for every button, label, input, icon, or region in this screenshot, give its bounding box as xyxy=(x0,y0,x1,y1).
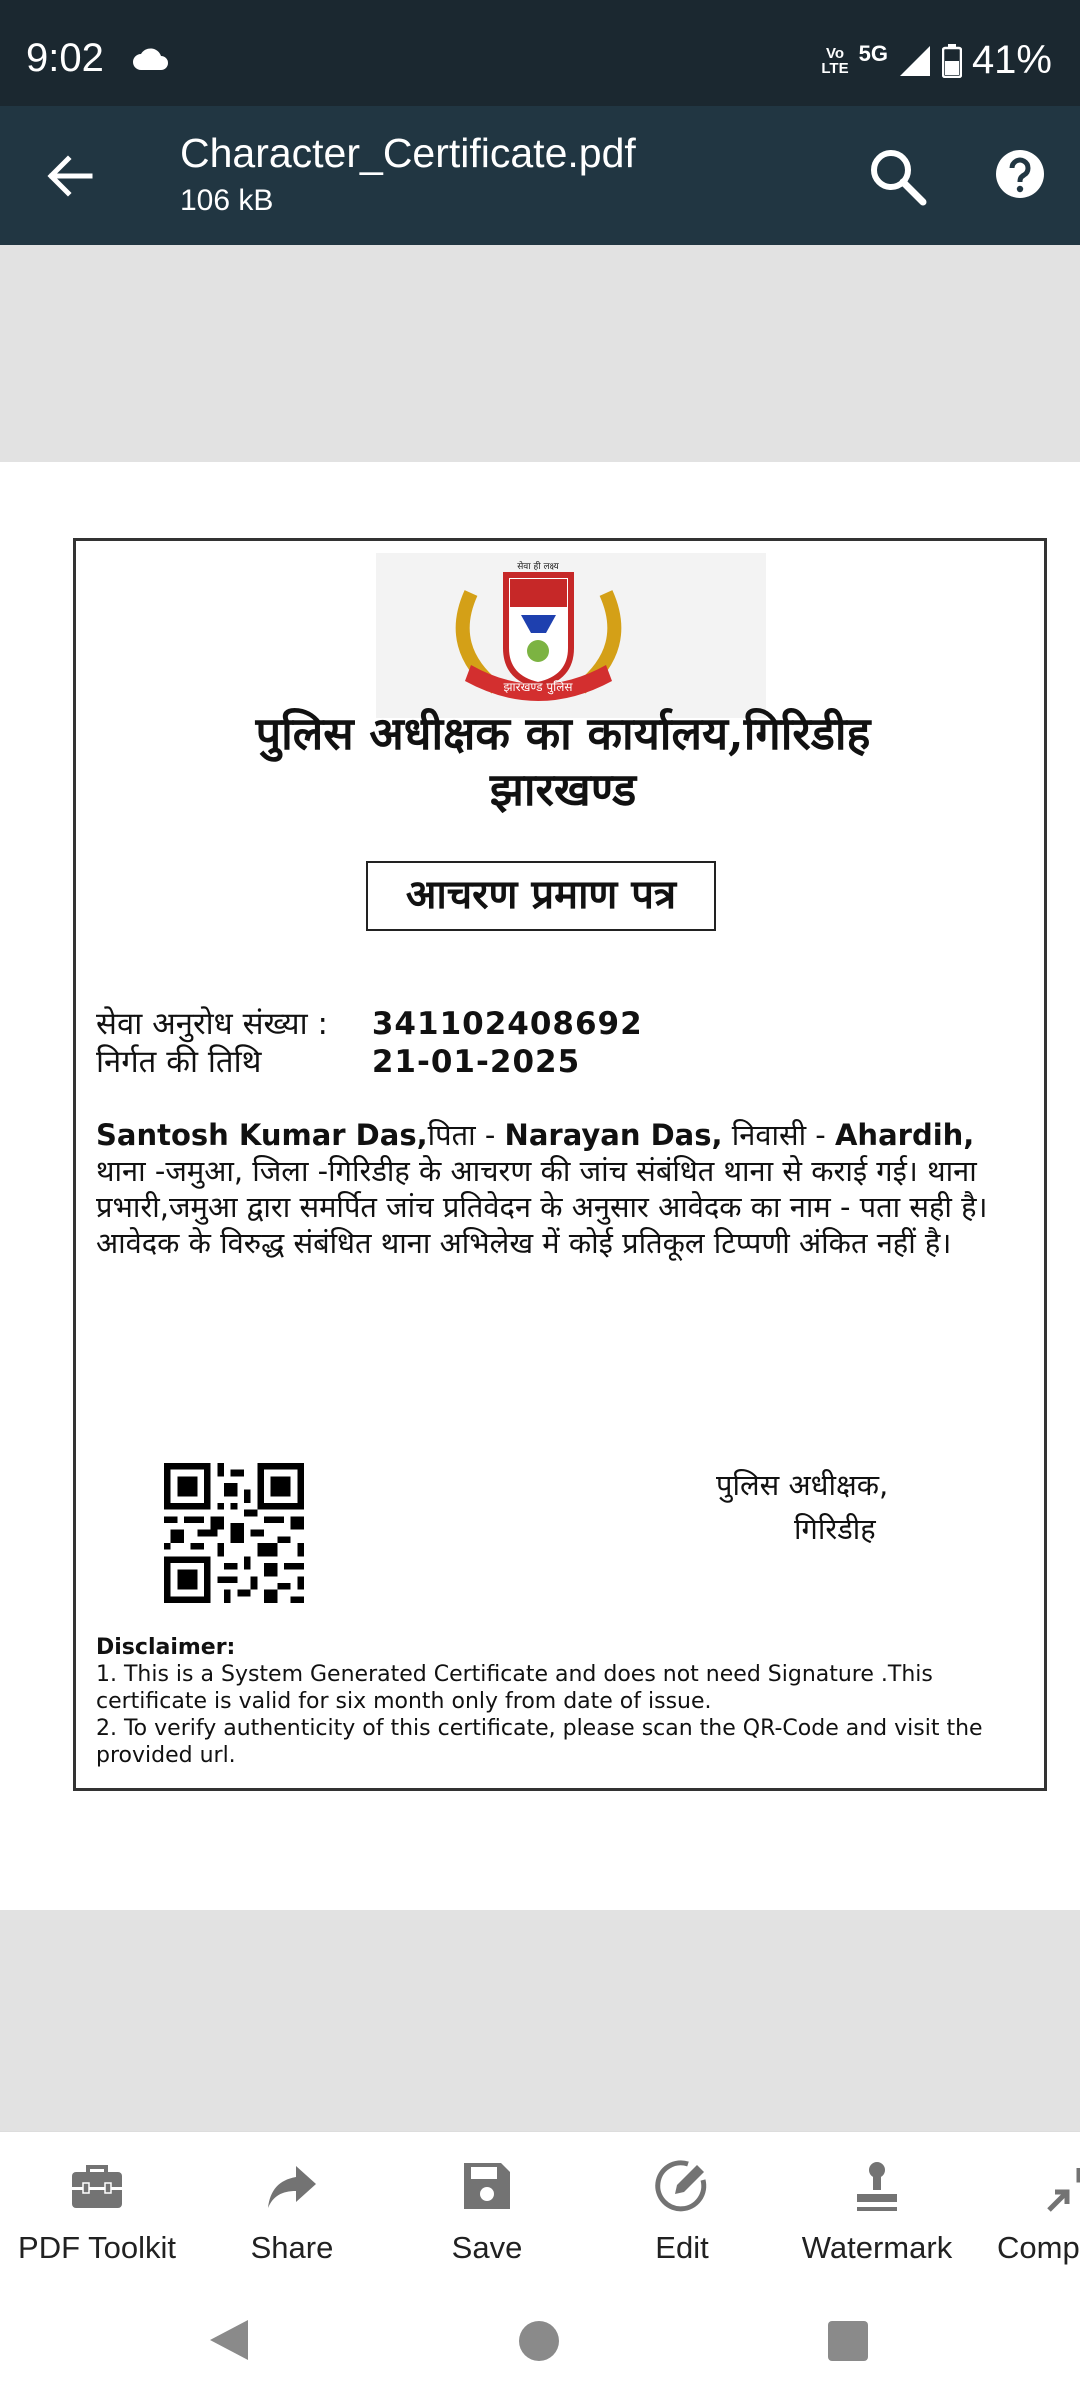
back-arrow-icon[interactable] xyxy=(40,146,100,206)
bottom-toolbar xyxy=(0,2131,1080,2280)
toolbar-edit[interactable] xyxy=(587,2132,777,2281)
search-icon[interactable] xyxy=(865,144,929,208)
certificate xyxy=(73,538,1047,1791)
certificate-body: Santosh Kumar Das,पिता - Narayan Das, निवासी - Ahardih, थाना -जमुआ, जिला -गिरिडीह के आचरण की जांच संबंधित थाना से कराई गई। थाना प्रभारी,जमुआ द्वारा समर्पित जांच प्रतिवेदन के अनुसार आवेदक का नाम - पता सही है। आवेदक के विरुद्ध संबंधित थाना अभिलेख में कोई प्रतिकूल टिप्पणी अंकित नहीं है। xyxy=(96,1118,988,1260)
emblem-motto-text: सेवा ही लक्ष्य xyxy=(517,562,559,572)
nav-home-icon[interactable] xyxy=(518,2320,560,2362)
applicant-name: Santosh Kumar Das, xyxy=(96,1118,428,1152)
service-request-label: सेवा अनुरोध संख्या : xyxy=(96,1006,328,1042)
toolbar-compress[interactable] xyxy=(977,2132,1080,2281)
toolbar-save[interactable] xyxy=(392,2132,582,2281)
toolbar-label: Edit xyxy=(655,2230,709,2265)
app-bar xyxy=(0,106,1080,245)
toolbar-label: Share xyxy=(250,2230,334,2265)
signal-icon xyxy=(898,44,932,78)
system-nav-bar xyxy=(0,2280,1080,2400)
disclaimer-item-1: 1. This is a System Generated Certificate and does not need Signature .This certificate is valid for six month only from date of issue. xyxy=(96,1662,933,1714)
toolbar-share[interactable] xyxy=(197,2132,387,2281)
battery-icon xyxy=(942,44,962,78)
office-name: पुलिस अधीक्षक का कार्यालय,गिरिडीह xyxy=(255,707,871,760)
disclaimer-title: Disclaimer: xyxy=(96,1635,236,1660)
toolbox-icon xyxy=(69,2158,125,2214)
toolbar-label: Comp xyxy=(997,2230,1080,2265)
cloud-icon xyxy=(132,46,170,72)
document-title: Character_Certificate.pdf xyxy=(180,130,636,176)
help-icon[interactable] xyxy=(994,148,1046,200)
body-text-rest: थाना -जमुआ, जिला -गिरिडीह के आचरण की जांच संबंधित थाना से कराई गई। थाना प्रभारी,जमुआ द्वारा समर्पित जांच प्रतिवेदन के अनुसार आवेदक का नाम - पता सही है। आवेदक के विरुद्ध संबंधित थाना अभिलेख में कोई प्रतिकूल टिप्पणी अंकित नहीं है। xyxy=(96,1154,988,1260)
status-time: 9:02 xyxy=(26,36,104,80)
disclaimer-item-2: 2. To verify authenticity of this certificate, please scan the QR-Code and visit the provided url. xyxy=(96,1716,983,1768)
toolbar-label: PDF Toolkit xyxy=(18,2230,176,2265)
edit-icon xyxy=(654,2158,710,2214)
toolbar-label: Watermark xyxy=(801,2230,953,2265)
nav-back-icon[interactable] xyxy=(208,2318,250,2362)
document-size: 106 kB xyxy=(180,184,274,217)
status-bar xyxy=(0,0,1080,106)
watermark-icon xyxy=(849,2158,905,2214)
father-name: Narayan Das, xyxy=(504,1118,723,1152)
office-state: झारखण्ड xyxy=(489,763,637,816)
disclaimer-text xyxy=(96,1661,1016,1769)
signatory-title: पुलिस अधीक्षक, xyxy=(716,1468,889,1502)
police-emblem xyxy=(376,553,766,718)
service-request-row xyxy=(96,1005,643,1043)
village-name: Ahardih, xyxy=(834,1118,975,1152)
network-type: 5G xyxy=(858,40,888,66)
signatory-location: गिरिडीह xyxy=(794,1512,876,1546)
save-icon xyxy=(459,2158,515,2214)
nav-recents-icon[interactable] xyxy=(828,2321,868,2361)
share-icon xyxy=(264,2158,320,2214)
volte-indicator: Vo LTE xyxy=(821,44,849,77)
toolbar-label: Save xyxy=(451,2230,523,2265)
battery-level: 41% xyxy=(971,38,1052,82)
pdf-page[interactable] xyxy=(0,462,1080,1910)
issue-date-row xyxy=(96,1043,580,1081)
issue-date-value: 21-01-2025 xyxy=(371,1044,581,1080)
service-request-number: 341102408692 xyxy=(371,1006,643,1042)
emblem-ribbon-text: झारखण्ड पुलिस xyxy=(503,680,573,694)
toolbar-pdf-toolkit[interactable] xyxy=(2,2132,192,2281)
compress-icon xyxy=(1045,2158,1080,2214)
issue-date-label: निर्गत की तिथि xyxy=(96,1044,262,1080)
qr-code xyxy=(164,1463,304,1603)
status-icons xyxy=(821,38,1052,83)
certificate-heading: आचरण प्रमाण पत्र xyxy=(366,861,716,931)
toolbar-watermark[interactable] xyxy=(782,2132,972,2281)
